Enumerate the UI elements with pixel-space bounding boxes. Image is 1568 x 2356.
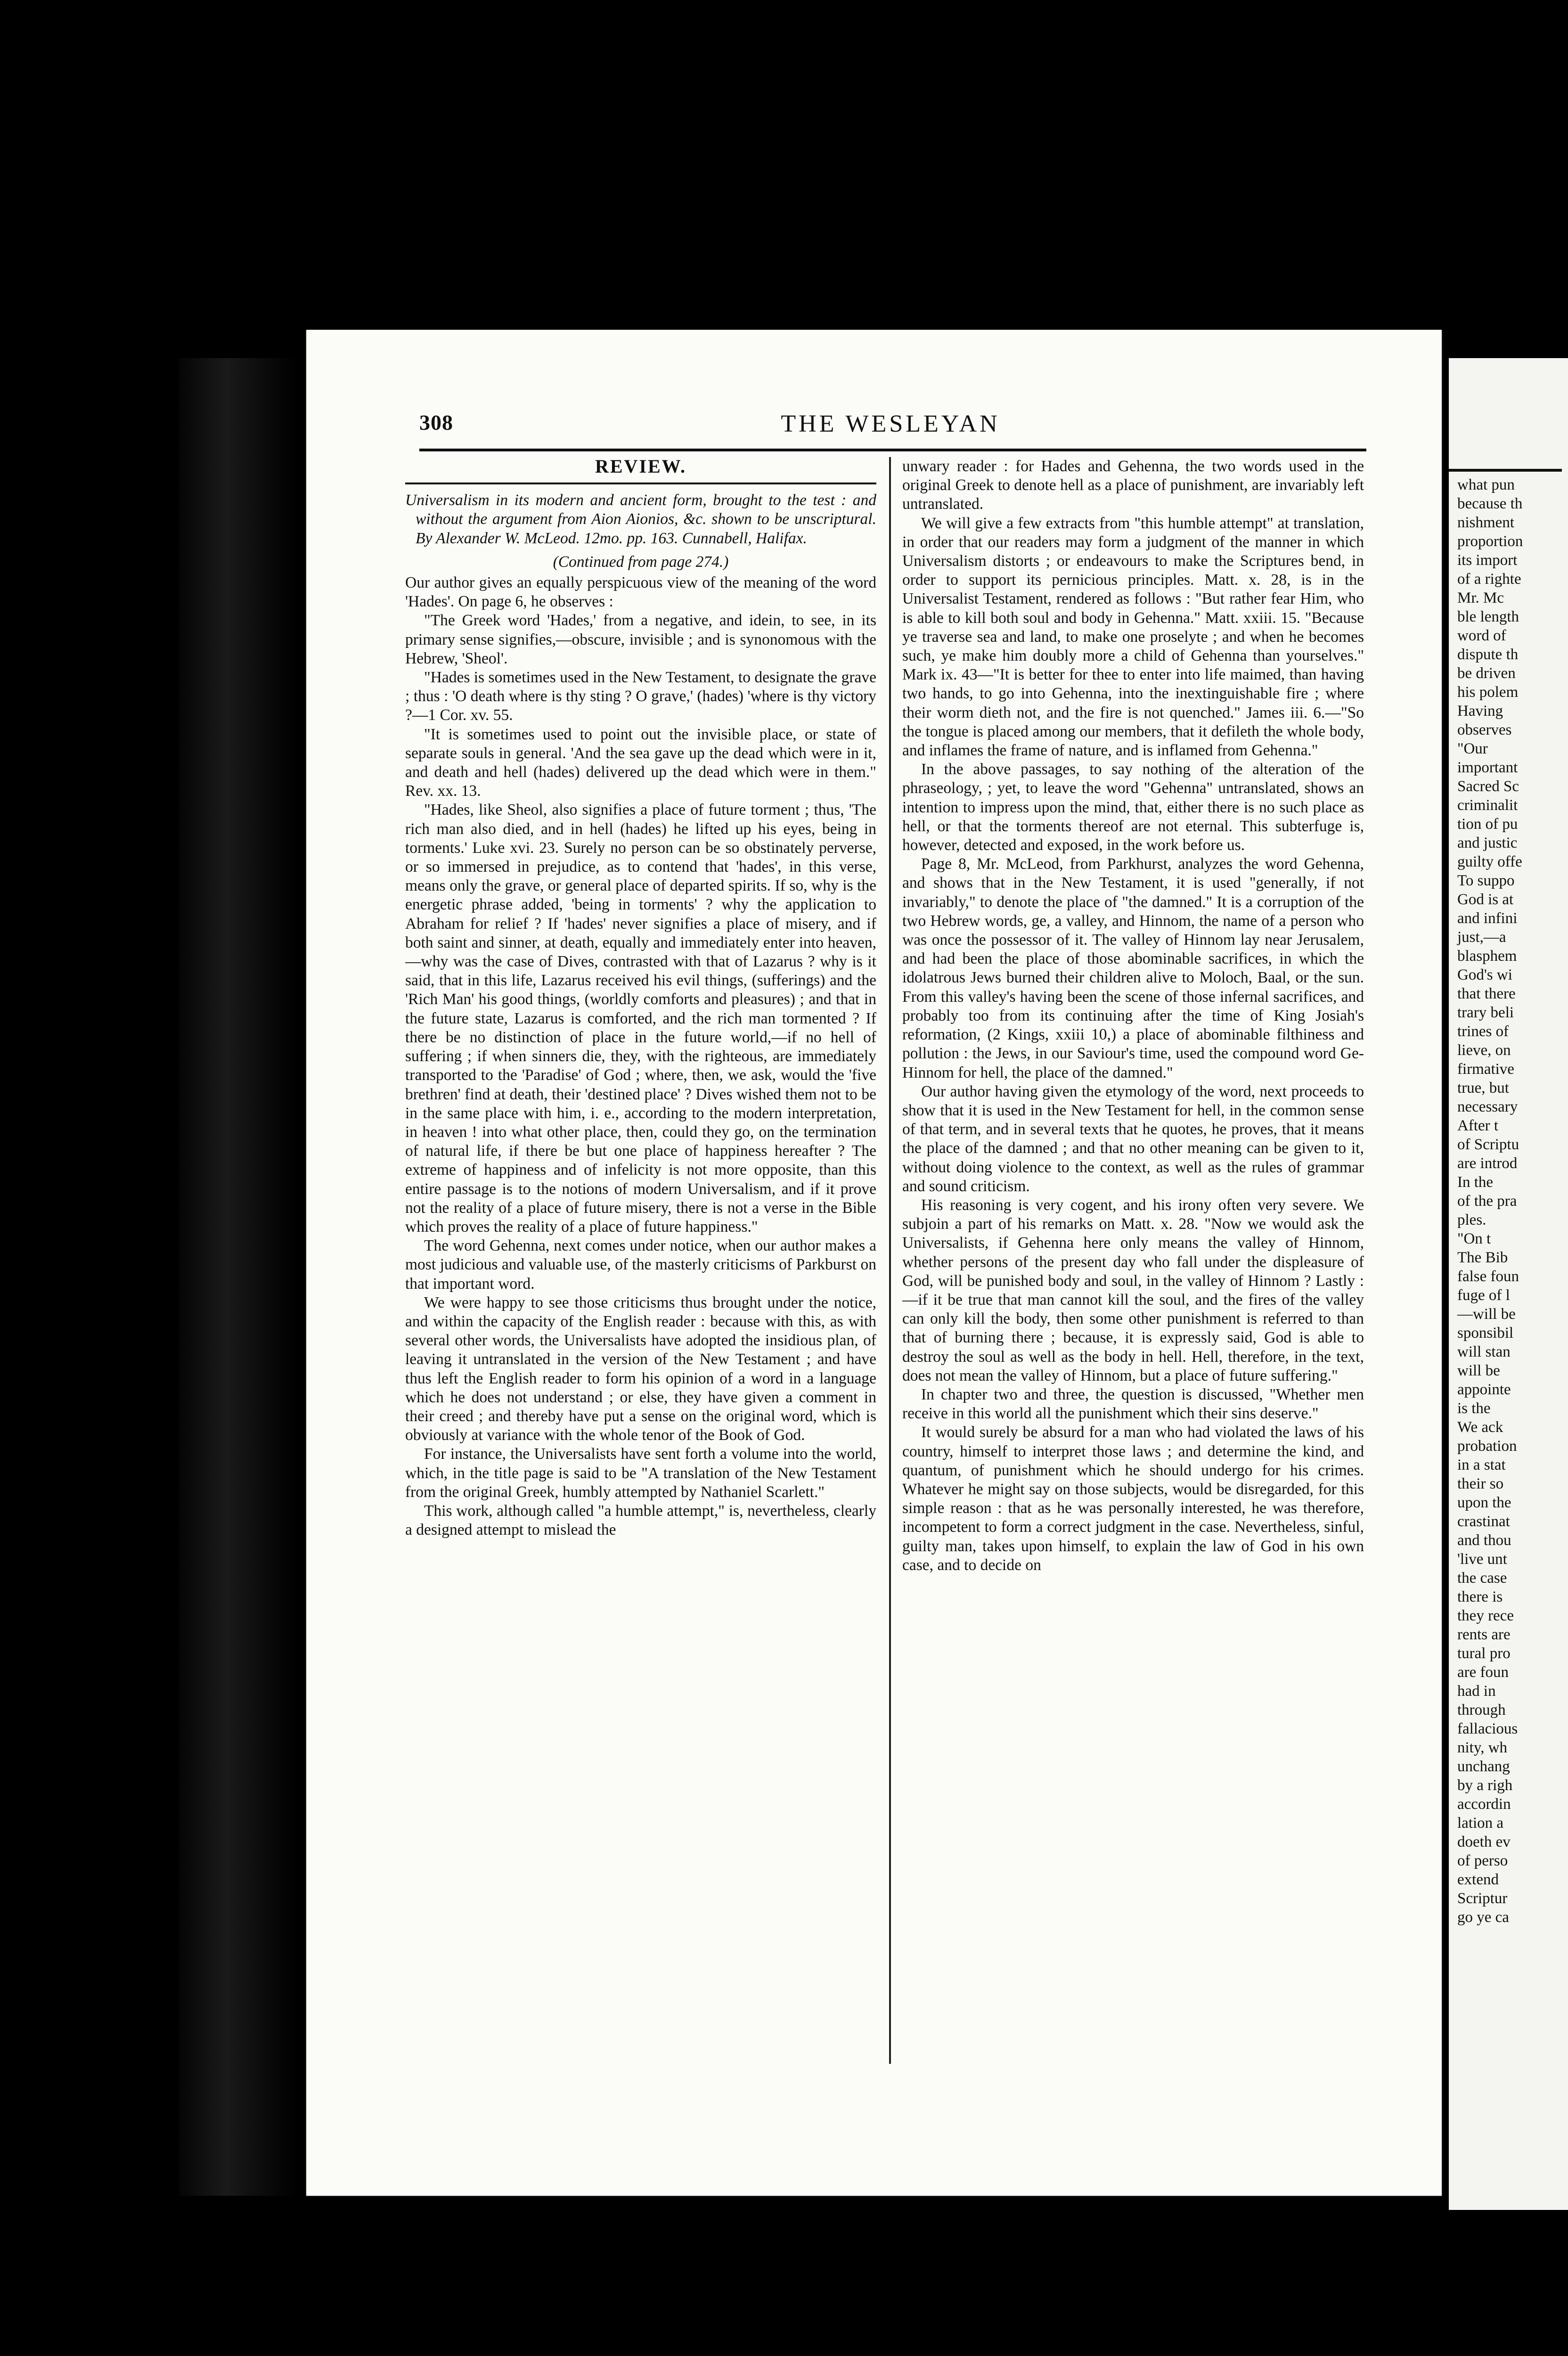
book-edge: [179, 358, 297, 2196]
fragment-line: We ack: [1457, 1419, 1503, 1436]
fragment-line: The Bib: [1457, 1249, 1508, 1266]
fragment-line: dispute th: [1457, 646, 1519, 663]
paragraph: It would surely be absurd for a man who had violated the laws of his country, himself to interpret those laws ; and determine the kind, and quantum, of punishment which he should undergo for his crimes. Whatever he might say on those subjects, would be disregarded, for this simple reason : that as he was personally interested, he was therefore, incompetent to form a correct judgment in the case. Nevertheless, sinful, guilty man, takes upon himself, to explain the law of God in his own case, and to decide on: [902, 1423, 1364, 1574]
fragment-line: trines of: [1457, 1023, 1509, 1040]
fragment-line: important: [1457, 759, 1518, 776]
fragment-line: To suppo: [1457, 872, 1515, 889]
fragment-line: Having: [1457, 703, 1503, 720]
paragraph: "Hades, like Sheol, also signifies a place of future torment ; thus, 'The rich man also died, and in hell (hades) he lifted up his eyes, being in torments.' Luke xvi. 23. Surely no person can be so obstinately perverse, or so immersed in prejudice, as to contend that 'hades', in this verse, means only the grave, or general place of departed spirits. If so, why is the energetic phrase added, 'being in torments' ? why the application to Abraham for relief ? If 'hades' never signifies a place of misery, and if both saint and sinner, at death, equally and immediately enter into heaven,—why was the case of Dives, contrasted with that of Lazarus ? why is it said, that in this life, Lazarus received his evil things, (sufferings) and the 'Rich Man' his good things, (worldly comforts and pleasures) ; and that in the future state, Lazarus is comforted, and the rich man tormented ? If there be no distinction of place in the future world,—if no hell of suffering ; if when sinners die, they, with the righteous, are immediately transported to the 'Paradise' of God ; where, then, we ask, would the 'five brethren' find at death, their 'destined place' ? Dives wished them not to be in the same place with him, i. e., according to the modern interpretation, in heaven ! into what other place, then, could they go, on the termination of natural life, if there be but one place of happiness hereafter ? The extreme of happiness and of infelicity is not more opposite, than this entire passage is to the notions of modern Universalism, and if it prove not the reality of a place of future misery, there is not a verse in the Bible which proves the reality of a place of future happiness.": [405, 801, 876, 1235]
fragment-line: guilty offe: [1457, 853, 1522, 870]
fragment-line: by a righ: [1457, 1777, 1513, 1794]
fragment-line: had in: [1457, 1683, 1496, 1700]
fragment-line: accordin: [1457, 1796, 1511, 1813]
paragraph: In chapter two and three, the question is discussed, "Whether men receive in this world all the punishment which their sins deserve.": [902, 1385, 1364, 1423]
fragment-line: unchang: [1457, 1758, 1510, 1775]
fragment-line: doeth ev: [1457, 1833, 1511, 1850]
fragment-line: —will be: [1457, 1306, 1516, 1323]
fragment-line: upon the: [1457, 1494, 1511, 1511]
fragment-line: Sacred Sc: [1457, 778, 1519, 795]
fragment-line: of Scriptu: [1457, 1136, 1519, 1153]
fragment-line: will stan: [1457, 1343, 1511, 1360]
next-page-lines: [1449, 475, 1568, 1927]
fragment-line: 'live unt: [1457, 1551, 1507, 1568]
fragment-line: false foun: [1457, 1268, 1519, 1285]
paragraph: unwary reader : for Hades and Gehenna, the two words used in the original Greek to denote hell as a place of punishment, are invariably left untranslated.: [902, 458, 1364, 513]
left-column: [405, 457, 876, 2069]
column-divider: [889, 457, 891, 2064]
fragment-line: his polem: [1457, 684, 1519, 701]
paragraph: In the above passages, to say nothing of the alteration of the phraseology, ; yet, to leave the word "Gehenna" untranslated, shows an intention to impress upon the mind, that, either there is no such place as hell, or that the torments thereof are not eternal. This subterfuge is, however, detected and exposed, in the work before us.: [902, 761, 1364, 854]
fragment-line: what pun: [1457, 476, 1515, 493]
fragment-line: that there: [1457, 985, 1516, 1002]
fragment-line: in a stat: [1457, 1456, 1506, 1473]
running-head: THE WESLEYAN: [781, 410, 1000, 437]
fragment-line: and thou: [1457, 1532, 1511, 1549]
fragment-line: nity, wh: [1457, 1739, 1508, 1756]
fragment-line: go ye ca: [1457, 1909, 1509, 1926]
fragment-line: Scriptur: [1457, 1890, 1508, 1907]
fragment-line: extend: [1457, 1871, 1499, 1888]
paragraph: Our author having given the etymology of the word, next proceeds to show that it is used in the New Testament for hell, in the common sense of that term, and in several texts that he quotes, he proves, that it means the place of the damned ; and that no other meaning can be given to it, without doing violence to the context, as well as the rules of grammar and sound criticism.: [902, 1082, 1364, 1195]
fragment-line: appointe: [1457, 1381, 1511, 1398]
fragment-line: sponsibil: [1457, 1325, 1514, 1342]
fragment-line: "Our: [1457, 740, 1488, 757]
fragment-line: of perso: [1457, 1852, 1508, 1869]
fragment-line: firmative: [1457, 1061, 1514, 1078]
paragraph: "Hades is sometimes used in the New Testament, to designate the grave ; thus : 'O death where is thy sting ? O grave,' (hades) 'where is thy victory ?—1 Cor. xv. 55.: [405, 669, 876, 724]
fragment-line: tion of pu: [1457, 816, 1518, 833]
fragment-line: criminalit: [1457, 797, 1518, 814]
title-rule: [405, 483, 876, 484]
fragment-line: Mr. Mc: [1457, 589, 1504, 606]
page-header: [419, 410, 1362, 443]
fragment-line: rents are: [1457, 1626, 1511, 1643]
fragment-line: the case: [1457, 1570, 1507, 1587]
fragment-line: is the: [1457, 1400, 1491, 1417]
fragment-line: nishment: [1457, 514, 1514, 531]
scanned-page: [306, 330, 1442, 2196]
fragment-line: true, but: [1457, 1080, 1509, 1096]
fragment-line: are introd: [1457, 1155, 1518, 1172]
fragment-line: fallacious: [1457, 1720, 1518, 1737]
fragment-line: their so: [1457, 1475, 1504, 1492]
fragment-line: trary beli: [1457, 1004, 1514, 1021]
paragraph: "The Greek word 'Hades,' from a negative, and idein, to see, in its primary sense signifies,—obscure, invisible ; and is synonomous with the Hebrew, 'Sheol'.: [405, 612, 876, 667]
fragment-line: be driven: [1457, 665, 1516, 682]
fragment-line: tural pro: [1457, 1645, 1511, 1662]
paragraph: We were happy to see those criticisms thus brought under the notice, and within the capacity of the English reader : because with this, as with several other words, the Universalists have adopted the insidious plan, of leaving it untranslated in the version of the New Testament ; and have thus left the English reader to form his opinion of a word in a language which he does not understand ; or else, they have given a comment in their creed ; and thereby have put a sense on the original word, which is obviously at variance with the whole tenor of the Book of God.: [405, 1293, 876, 1444]
fragment-line: fuge of l: [1457, 1287, 1510, 1304]
fragment-line: word of: [1457, 627, 1506, 644]
right-column: [902, 457, 1364, 2069]
fragment-line: lieve, on: [1457, 1042, 1511, 1059]
fragment-line: proportion: [1457, 533, 1523, 550]
paragraph: "It is sometimes used to point out the invisible place, or state of separate souls in general. 'And the sea gave up the dead which were in it, and death and hell (hades) delivered up the dead which were in them." Rev. xx. 13.: [405, 725, 876, 800]
fragment-line: will be: [1457, 1362, 1500, 1379]
fragment-line: God's wi: [1457, 966, 1512, 983]
fragment-line: they rece: [1457, 1607, 1514, 1624]
fragment-line: probation: [1457, 1438, 1517, 1455]
fragment-line: In the: [1457, 1174, 1494, 1191]
fragment-line: "On t: [1457, 1230, 1491, 1247]
fragment-line: there is: [1457, 1588, 1503, 1605]
paragraph: The word Gehenna, next comes under notice, when our author makes a most judicious and valuable use, of the masterly criticisms of Parkburst on that important word.: [405, 1237, 876, 1293]
next-page-fragment: [1449, 358, 1568, 2210]
fragment-line: are foun: [1457, 1664, 1509, 1681]
fragment-line: and infini: [1457, 910, 1518, 927]
fragment-line: blasphem: [1457, 948, 1517, 965]
fragment-line: necessary: [1457, 1098, 1518, 1115]
paragraph: For instance, the Universalists have sent forth a volume into the world, which, in the title page is said to be "A translation of the New Testament from the original Greek, humbly attempted by Nathaniel Scarlett.": [405, 1445, 876, 1501]
fragment-line: After t: [1457, 1117, 1499, 1134]
section-title: REVIEW.: [595, 457, 687, 477]
book-title: Universalism in its modern and ancient form, brought to the test : and without the argument from Aion Aionios, &c. shown to be unscriptural. By Alexander W. McLeod. 12mo. pp. 163. Cunnabell, Halifax.: [405, 491, 876, 547]
fragment-line: because th: [1457, 495, 1523, 512]
paragraph: This work, although called "a humble attempt," is, nevertheless, clearly a designed attempt to mislead the: [405, 1502, 876, 1539]
header-rule: [419, 449, 1366, 451]
continued-note: (Continued from page 274.): [553, 553, 729, 571]
fragment-line: observes: [1457, 721, 1512, 738]
next-page-rule: [1449, 469, 1562, 472]
fragment-line: through: [1457, 1702, 1506, 1718]
fragment-line: lation a: [1457, 1815, 1504, 1832]
fragment-line: of the pra: [1457, 1193, 1517, 1210]
page-number: 308: [419, 410, 453, 434]
fragment-line: ples.: [1457, 1211, 1486, 1228]
fragment-line: crastinat: [1457, 1513, 1510, 1530]
fragment-line: and justic: [1457, 834, 1518, 851]
paragraph: Page 8, Mr. McLeod, from Parkhurst, analyzes the word Gehenna, and shows that in the New Testament, it is used "generally, if not invariably," to denote the place of "the damned." It is a corruption of the two Hebrew words, ge, a valley, and Hinnom, the name of a person who was once the possessor of it. The valley of Hinnom lay near Jerusalem, and had been the place of those abominable sacrifices, in which the idolatrous Jews burned their children alive to Moloch, Baal, or the sun. From this valley's having been the scene of those infernal sacrifices, and probably too from its continuing after the time of King Josiah's reformation, (2 Kings, xxiii 10,) a place of abominable filthiness and pollution : the Jews, in our Saviour's time, used the compound word Ge-Hinnom for hell, the place of the damned.": [902, 855, 1364, 1081]
paragraph: His reasoning is very cogent, and his irony often very severe. We subjoin a part of his remarks on Matt. x. 28. "Now we would ask the Universalists, if Gehenna here only means the valley of Hinnom, whether persons of the present day who fall under the displeasure of God, will be punished body and soul, in the valley of Hinnom ? Lastly :—if it be true that man cannot kill the soul, and the fires of the valley can only kill the body, then some other punishment is referred to than that of burning there ; because, it is expressly said, God is able to destroy the soul as well as the body in hell. Hell, therefore, in the text, does not mean the valley of Hinnom, but a place of future suffering.": [902, 1196, 1364, 1384]
fragment-line: ble length: [1457, 608, 1519, 625]
fragment-line: its import: [1457, 552, 1518, 569]
fragment-line: just,—a: [1457, 929, 1506, 946]
fragment-line: of a righte: [1457, 571, 1521, 588]
fragment-line: God is at: [1457, 891, 1514, 908]
paragraph: We will give a few extracts from "this humble attempt" at translation, in order that our readers may form a judgment of the manner in which Universalism distorts ; or endeavours to make the Scriptures bend, in order to support its pernicious principles. Matt. x. 28, is in the Universalist Testament, rendered as follows : "But rather fear Him, who is able to kill both soul and body in Gehenna." Matt. xxiii. 15. "Because ye traverse sea and land, to make one proselyte ; and when he becomes such, ye make him doubly more a child of Gehenna than yourselves." Mark ix. 43—"It is better for thee to enter into life maimed, than having two hands, to go into Gehenna, into the inextinguishable fire ; where their worm dieth not, and the fire is not quenched." James iii. 6.—"So the tongue is placed among our members, that it defileth the whole body, and inflames the frame of nature, and is inflamed from Gehenna.": [902, 514, 1364, 760]
paragraph: Our author gives an equally perspicuous view of the meaning of the word 'Hades'. On page 6, he observes :: [405, 574, 876, 611]
